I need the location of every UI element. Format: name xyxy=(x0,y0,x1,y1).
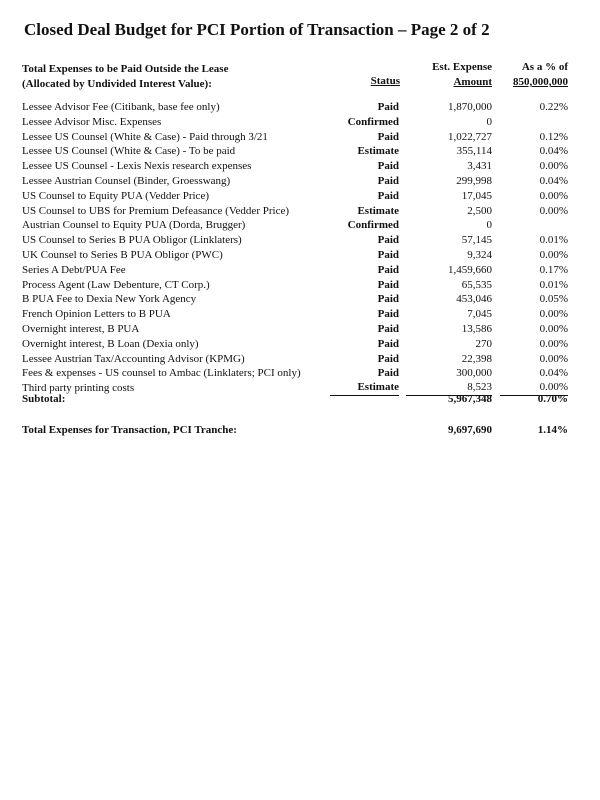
total-row xyxy=(0,423,600,438)
table-row xyxy=(0,100,600,115)
total-amount: 9,697,690 xyxy=(448,424,492,436)
status-cell: Paid xyxy=(377,101,399,113)
status-cell: Confirmed xyxy=(347,219,399,232)
percent-cell: 0.04% xyxy=(539,367,568,380)
expense-label: Lessee Austrian Tax/Accounting Advisor (KPMG) xyxy=(22,352,245,365)
table-row xyxy=(0,366,600,381)
status-cell: Paid xyxy=(377,278,399,291)
status-cell: Estimate xyxy=(357,145,399,158)
amount-cell: 0 xyxy=(486,115,492,128)
percent-cell: 0.00% xyxy=(500,381,568,396)
table-row xyxy=(0,189,600,204)
percent-cell: 0.00% xyxy=(539,160,568,173)
percent-cell: 0.00% xyxy=(539,308,568,321)
amount-cell: 8,523 xyxy=(406,381,492,396)
status-cell: Paid xyxy=(377,160,399,173)
table-row xyxy=(0,144,600,159)
status-cell: Paid xyxy=(377,189,399,202)
table-row xyxy=(0,322,600,337)
subtotal-row xyxy=(0,392,600,407)
expense-label: Lessee Advisor Misc. Expenses xyxy=(22,115,162,128)
expense-label: Third party printing costs xyxy=(22,382,135,395)
table-row xyxy=(0,204,600,219)
percent-cell: 0.05% xyxy=(539,293,568,306)
expense-label: Fees & expenses - US counsel to Ambac (Linklaters; PCI only) xyxy=(22,367,301,380)
total-label: Total Expenses for Transaction, PCI Tranche: xyxy=(22,424,237,436)
subtotal-percent: 0.70% xyxy=(537,393,568,405)
expense-label: B PUA Fee to Dexia New York Agency xyxy=(22,293,197,306)
expense-label: US Counsel to Equity PUA (Vedder Price) xyxy=(22,189,209,202)
table-row xyxy=(0,307,600,322)
percent-cell: 0.04% xyxy=(539,174,568,187)
status-cell: Paid xyxy=(377,174,399,187)
expense-label: Overnight interest, B PUA xyxy=(22,322,140,335)
amount-cell: 22,398 xyxy=(461,352,492,365)
percent-cell: 0.17% xyxy=(539,263,568,276)
total-percent: 1.14% xyxy=(537,424,568,436)
percent-cell: 0.04% xyxy=(539,145,568,158)
amount-cell: 2,500 xyxy=(467,204,492,217)
amount-cell: 57,145 xyxy=(461,234,492,247)
percent-cell: 0.01% xyxy=(539,234,568,247)
expense-label: Lessee US Counsel (White & Case) - Paid through 3/21 xyxy=(22,130,268,143)
percent-header-line2: 850,000,000 xyxy=(513,76,568,88)
amount-cell: 3,431 xyxy=(467,160,492,173)
expense-label: Lessee US Counsel (White & Case) - To be paid xyxy=(22,145,236,158)
amount-header-line1: Est. Expense xyxy=(432,61,492,73)
section-header xyxy=(22,62,228,92)
amount-cell: 1,459,660 xyxy=(448,263,492,276)
status-cell: Paid xyxy=(377,248,399,261)
amount-cell: 0 xyxy=(486,219,492,232)
percent-cell: 0.01% xyxy=(539,278,568,291)
table-row xyxy=(0,115,600,130)
table-row xyxy=(0,278,600,293)
status-cell: Paid xyxy=(377,352,399,365)
percent-cell: 0.00% xyxy=(539,322,568,335)
percent-cell: 0.00% xyxy=(539,248,568,261)
amount-cell: 13,586 xyxy=(461,322,492,335)
percent-header-line1: As a % of xyxy=(521,61,568,73)
table-row xyxy=(0,174,600,189)
percent-cell: 0.00% xyxy=(539,204,568,217)
percent-cell: 0.12% xyxy=(539,130,568,143)
expense-label: Lessee US Counsel - Lexis Nexis research expenses xyxy=(22,160,252,173)
expense-label: Series A Debt/PUA Fee xyxy=(22,263,126,276)
expense-table xyxy=(0,100,600,396)
amount-cell: 17,045 xyxy=(461,189,492,202)
status-cell: Confirmed xyxy=(347,115,399,128)
table-row xyxy=(0,292,600,307)
table-row xyxy=(0,352,600,367)
status-cell: Paid xyxy=(377,322,399,335)
subtotal-amount: 5,967,348 xyxy=(448,393,492,405)
amount-cell: 1,022,727 xyxy=(448,130,492,143)
status-cell: Paid xyxy=(377,308,399,321)
expense-label: Austrian Counsel to Equity PUA (Dorda, Brugger) xyxy=(22,219,246,232)
expense-label: Process Agent (Law Debenture, CT Corp.) xyxy=(22,278,210,291)
amount-cell: 355,114 xyxy=(456,145,492,158)
subtotal-label: Subtotal: xyxy=(22,393,66,405)
amount-header-line2: Amount xyxy=(453,76,492,88)
amount-column-header xyxy=(420,60,492,90)
amount-cell: 299,998 xyxy=(456,174,492,187)
expense-label: Lessee Austrian Counsel (Binder, Groesswang) xyxy=(22,174,231,187)
status-cell: Estimate xyxy=(330,381,399,396)
amount-cell: 1,870,000 xyxy=(448,101,492,113)
table-row xyxy=(0,263,600,278)
percent-cell: 0.22% xyxy=(539,101,568,113)
expense-label: Overnight interest, B Loan (Dexia only) xyxy=(22,337,199,350)
status-cell: Paid xyxy=(377,130,399,143)
table-row xyxy=(0,159,600,174)
amount-cell: 65,535 xyxy=(461,278,492,291)
expense-label: US Counsel to Series B PUA Obligor (Linklaters) xyxy=(22,234,242,247)
table-row xyxy=(0,218,600,233)
document-title: Closed Deal Budget for PCI Portion of Transaction – Page 2 of 2 xyxy=(24,20,490,39)
status-cell: Estimate xyxy=(357,204,399,217)
amount-cell: 270 xyxy=(475,337,492,350)
section-header-line2: (Allocated by Undivided Interest Value): xyxy=(22,78,212,90)
status-cell: Paid xyxy=(377,367,399,380)
status-cell: Paid xyxy=(377,234,399,247)
percent-column-header xyxy=(504,60,568,90)
status-cell: Paid xyxy=(377,263,399,276)
amount-cell: 300,000 xyxy=(456,367,492,380)
percent-cell: 0.00% xyxy=(539,189,568,202)
amount-cell: 7,045 xyxy=(467,308,492,321)
status-column-header: Status xyxy=(370,75,400,87)
expense-label: UK Counsel to Series B PUA Obligor (PWC) xyxy=(22,248,223,261)
table-row xyxy=(0,233,600,248)
table-row xyxy=(0,337,600,352)
percent-cell: 0.00% xyxy=(539,337,568,350)
expense-label: Lessee Advisor Fee (Citibank, base fee only) xyxy=(22,101,220,113)
status-cell: Paid xyxy=(377,337,399,350)
table-row xyxy=(0,248,600,263)
expense-label: US Counsel to UBS for Premium Defeasance (Vedder Price) xyxy=(22,204,289,217)
expense-label: French Opinion Letters to B PUA xyxy=(22,308,171,321)
amount-cell: 9,324 xyxy=(467,248,492,261)
percent-cell: 0.00% xyxy=(539,352,568,365)
amount-cell: 453,046 xyxy=(456,293,492,306)
section-header-line1: Total Expenses to be Paid Outside the Lease xyxy=(22,63,229,75)
table-row xyxy=(0,130,600,145)
status-cell: Paid xyxy=(377,293,399,306)
